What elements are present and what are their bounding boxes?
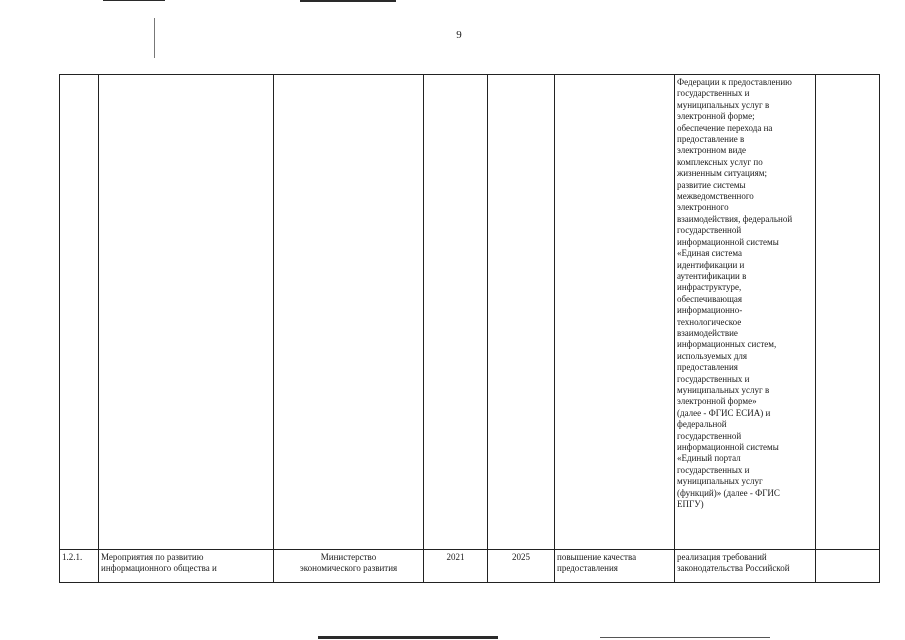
cell-empty-result: [555, 75, 675, 550]
cell-measure-name: Мероприятия по развитию информационного общества и: [99, 550, 274, 583]
page-number: 9: [456, 29, 462, 41]
cell-empty-extra: [816, 75, 880, 550]
cell-executor: Министерство экономического развития: [274, 550, 424, 583]
scan-artifact-top-left: [103, 0, 165, 1]
cell-expected-result: повышение качества предоставления: [555, 550, 675, 583]
cell-empty-number: [60, 75, 99, 550]
program-table: [59, 74, 880, 583]
scan-artifact-left-margin: [154, 18, 155, 58]
scan-artifact-bottom-right: [600, 637, 770, 638]
cell-start-year: 2021: [424, 550, 488, 583]
cell-end-year: 2025: [488, 550, 555, 583]
table-row: [60, 550, 880, 583]
scan-artifact-top-center: [300, 0, 396, 2]
scan-artifact-bottom-center: [318, 636, 498, 639]
cell-empty-start: [424, 75, 488, 550]
cell-row-number: 1.2.1.: [60, 550, 99, 583]
cell-continued-text: Федерации к предоставлению государственных и муниципальных услуг в электронной форме; обеспечение перехода на предоставление в электронном виде комплексных услуг по жизненным ситуациям; развитие системы межведомственного электронного взаимодействия, федеральной государственной информационной системы «Единая система идентификации и аутентификации в инфраструктуре, обеспечивающая информационно- технологическое взаимодействие информационных систем, используемых для предоставления государственных и муниципальных услуг в электронной форме» (далее - ФГИС ЕСИА) и федеральной государственной информационной системы «Единый портал государственных и муниципальных услуг (функций)» (далее - ФГИС ЕПГУ): [675, 75, 816, 550]
cell-empty-name: [99, 75, 274, 550]
cell-empty-executor: [274, 75, 424, 550]
cell-empty-end: [488, 75, 555, 550]
continued-table-row: [60, 75, 880, 550]
cell-empty-extra-2: [816, 550, 880, 583]
cell-link: реализация требований законодательства Российской: [675, 550, 816, 583]
